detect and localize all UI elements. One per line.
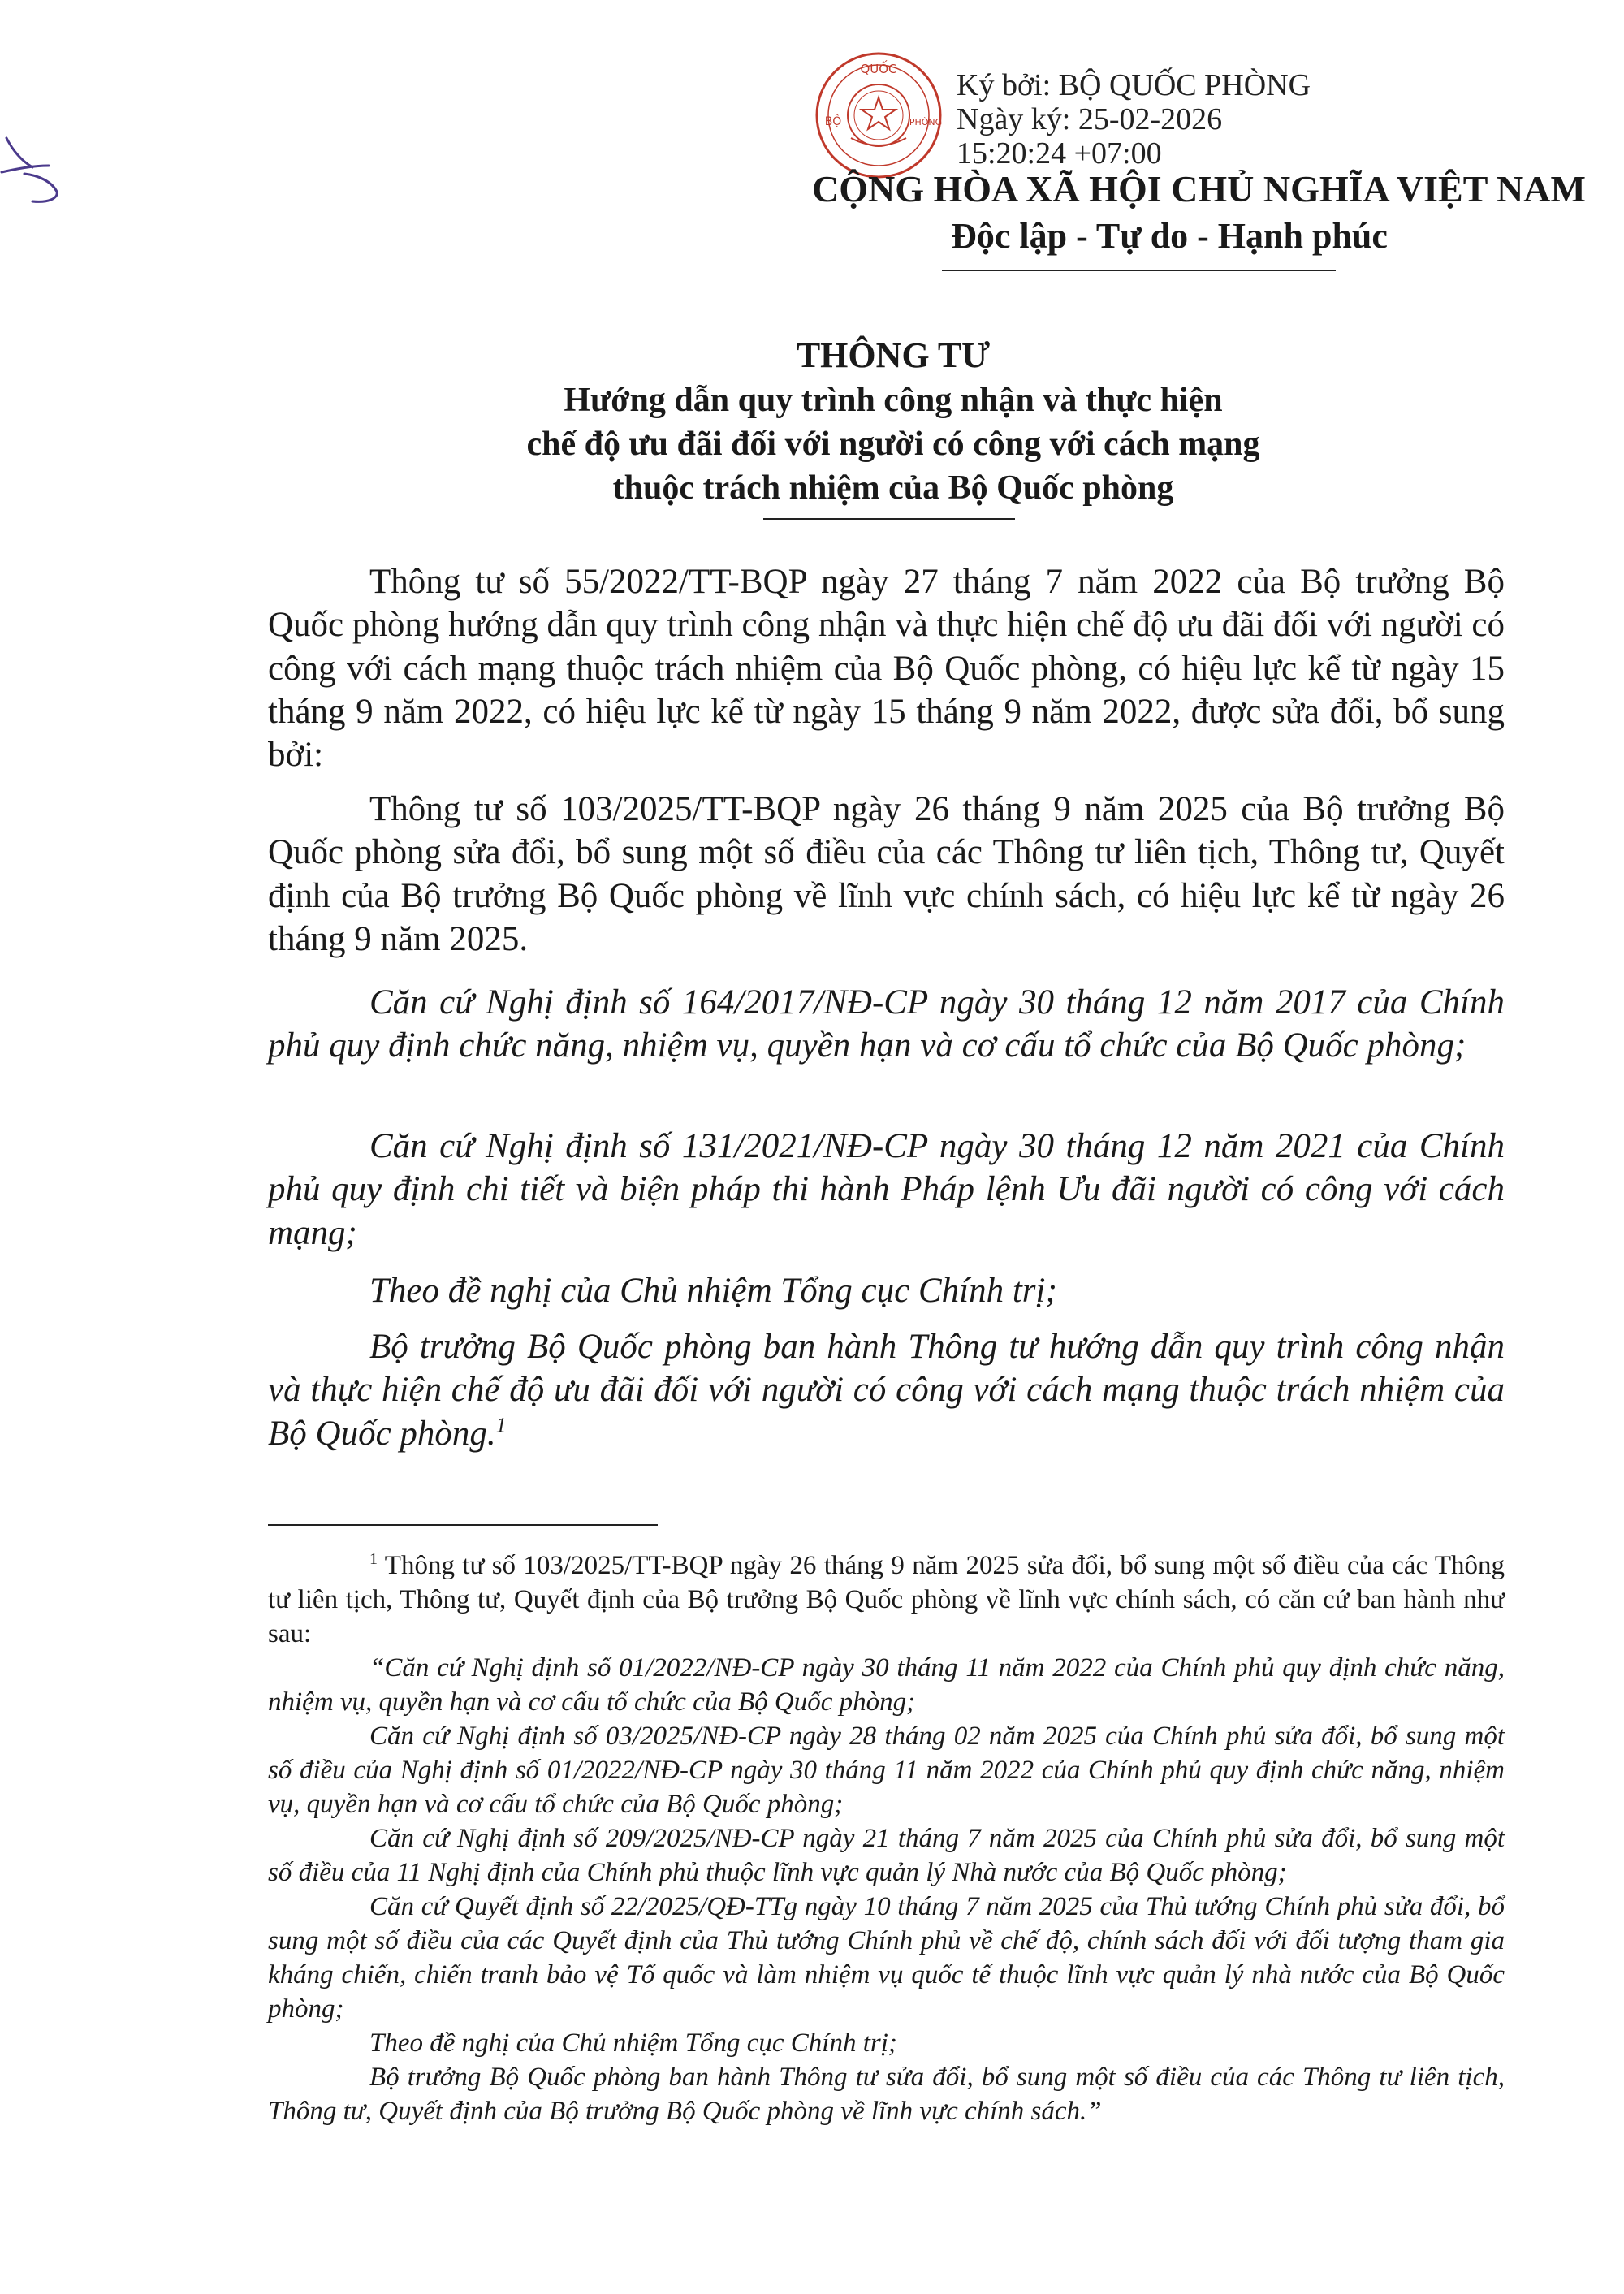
signed-by: Ký bởi: BỘ QUỐC PHÒNG <box>957 68 1311 102</box>
footnote-basis-decision-22: Căn cứ Quyết định số 22/2025/QĐ-TTg ngày 10 tháng 7 năm 2025 của Thủ tướng Chính phủ sửa đổi, bổ sung một số điều của các Quyết định của Thủ tướng Chính phủ về chế độ, chính sách đối với đối tượng tham gia kháng chiến, chiến tranh bảo vệ Tổ quốc và làm nhiệm vụ quốc tế thuộc lĩnh vực quản lý nhà nước của Bộ Quốc phòng; <box>268 1892 1505 2024</box>
body-paragraph-amendment-intro: Thông tư số 55/2022/TT-BQP ngày 27 tháng 7 năm 2022 của Bộ trưởng Bộ Quốc phòng hướng dẫn quy trình công nhận và thực hiện chế độ ưu đãi đối với người có công với cách mạng thuộc trách nhiệm của Bộ Quốc phòng, có hiệu lực kể từ ngày 15 tháng 9 năm 2022, có hiệu lực kể từ ngày 15 tháng 9 năm 2022, được sửa đổi, bổ sung bởi: <box>268 563 1505 775</box>
issuance-text: Bộ trưởng Bộ Quốc phòng ban hành Thông tư hướng dẫn quy trình công nhận và thực hiện chế độ ưu đãi đối với người có công với cách mạng thuộc trách nhiệm của Bộ Quốc phòng. <box>268 1328 1505 1453</box>
national-title: CỘNG HÒA XÃ HỘI CHỦ NGHĨA VIỆT NAM <box>812 168 1586 210</box>
seal-text-top: QUỐC <box>860 62 897 76</box>
legal-basis-decree-164: Căn cứ Nghị định số 164/2017/NĐ-CP ngày 30 tháng 12 năm 2017 của Chính phủ quy định chức năng, nhiệm vụ, quyền hạn và cơ cấu tổ chức của Bộ Quốc phòng; <box>268 983 1505 1065</box>
signed-time: 15:20:24 +07:00 <box>957 136 1162 171</box>
signed-date: Ngày ký: 25-02-2026 <box>957 102 1223 136</box>
seal-text-right: PHÒNG <box>909 117 943 127</box>
handwritten-mark <box>0 130 73 227</box>
official-seal <box>814 50 944 180</box>
footnote-issuance: Bộ trưởng Bộ Quốc phòng ban hành Thông tư sửa đổi, bổ sung một số điều của các Thông tư liên tịch, Thông tư, Quyết định của Bộ trưởng Bộ Quốc phòng về lĩnh vực chính sách.” <box>268 2063 1505 2126</box>
national-header <box>812 166 1586 260</box>
legal-basis-decree-131: Căn cứ Nghị định số 131/2021/NĐ-CP ngày 30 tháng 12 năm 2021 của Chính phủ quy định chi tiết và biện pháp thi hành Pháp lệnh Ưu đãi người có công với cách mạng; <box>268 1127 1505 1252</box>
footnote-reference: 1 <box>495 1413 507 1437</box>
body-paragraph-amending-circular: Thông tư số 103/2025/TT-BQP ngày 26 tháng 9 năm 2025 của Bộ trưởng Bộ Quốc phòng sửa đổi, bổ sung một số điều của các Thông tư liên tịch, Thông tư, Quyết định của Bộ trưởng Bộ Quốc phòng về lĩnh vực chính sách, có hiệu lực kể từ ngày 26 tháng 9 năm 2025. <box>268 790 1505 958</box>
footnote-basis-decree-03: Căn cứ Nghị định số 03/2025/NĐ-CP ngày 28 tháng 02 năm 2025 của Chính phủ sửa đổi, bổ sung một số điều của Nghị định số 01/2022/NĐ-CP ngày 30 tháng 11 năm 2022 của Chính phủ quy định chức năng, nhiệm vụ, quyền hạn và cơ cấu tổ chức của Bộ Quốc phòng; <box>268 1722 1505 1819</box>
document-subject-line: thuộc trách nhiệm của Bộ Quốc phòng <box>612 469 1174 507</box>
document-subject-line: chế độ ưu đãi đối với người có công với cách mạng <box>526 426 1260 463</box>
footnote-marker: 1 <box>369 1550 378 1568</box>
digital-signature-info <box>957 68 1311 171</box>
document-type: THÔNG TƯ <box>796 335 991 375</box>
footnote-proposal: Theo đề nghị của Chủ nhiệm Tổng cục Chính trị; <box>369 2028 897 2058</box>
proposal-statement: Theo đề nghị của Chủ nhiệm Tổng cục Chính trị; <box>369 1272 1057 1310</box>
footnote-1-intro <box>268 1549 1505 1651</box>
national-motto: Độc lập - Tự do - Hạnh phúc <box>951 216 1388 256</box>
footnote-basis-decree-01: “Căn cứ Nghị định số 01/2022/NĐ-CP ngày 30 tháng 11 năm 2022 của Chính phủ quy định chức năng, nhiệm vụ, quyền hạn và cơ cấu tổ chức của Bộ Quốc phòng; <box>268 1653 1505 1717</box>
footnote-intro-text: Thông tư số 103/2025/TT-BQP ngày 26 tháng 9 năm 2025 sửa đổi, bổ sung một số điều của các Thông tư liên tịch, Thông tư, Quyết định của Bộ trưởng Bộ Quốc phòng về lĩnh vực chính sách, có căn cứ ban hành như sau: <box>268 1551 1505 1648</box>
footnote-separator <box>268 1524 658 1526</box>
issuance-statement <box>268 1325 1505 1455</box>
footnote-basis-decree-209: Căn cứ Nghị định số 209/2025/NĐ-CP ngày 21 tháng 7 năm 2025 của Chính phủ sửa đổi, bổ sung một số điều của 11 Nghị định của Chính phủ thuộc lĩnh vực quản lý Nhà nước của Bộ Quốc phòng; <box>268 1824 1505 1887</box>
motto-underline <box>942 270 1336 271</box>
document-subject-line: Hướng dẫn quy trình công nhận và thực hiện <box>564 382 1223 419</box>
document-heading <box>325 333 1462 510</box>
seal-text-left: BỘ <box>824 115 842 128</box>
title-underline <box>763 518 1015 520</box>
